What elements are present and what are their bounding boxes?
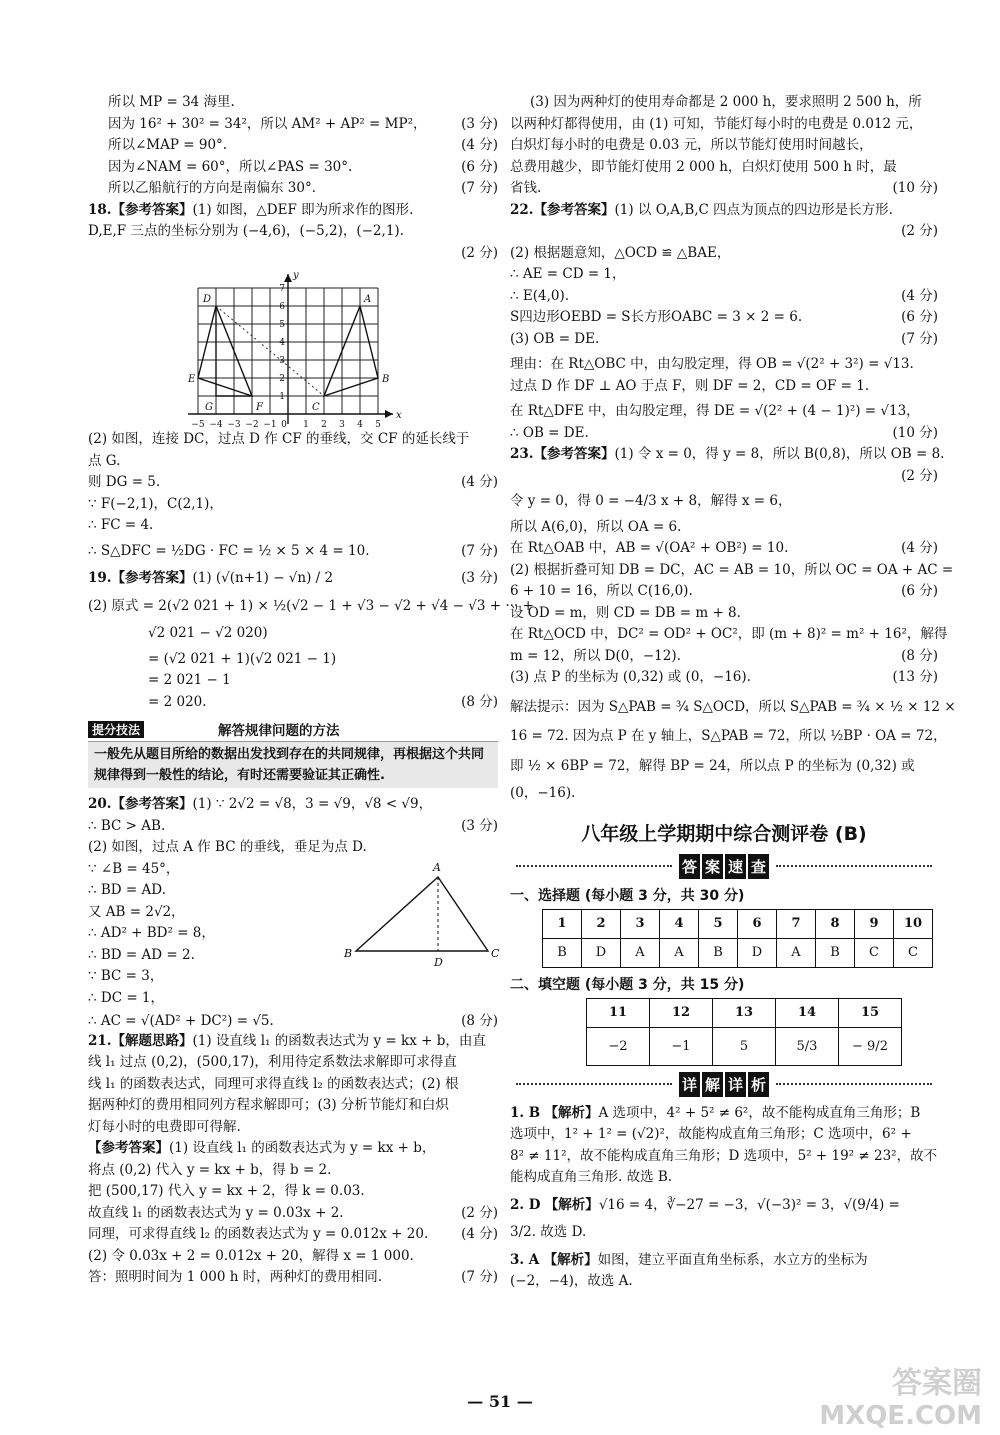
x-tick-label: 1	[303, 420, 309, 430]
text-line: ∴ AC = √(AD² + DC²) = √5. (8 分)	[88, 1011, 498, 1033]
text-line: 故直线 l₁ 的函数表达式为 y = 0.03x + 2. (2 分)	[88, 1203, 498, 1225]
text-line: 3/2. 故选 D.	[510, 1224, 587, 1240]
table-row: 1 2 3 4 5 6 7 8 9 10	[543, 909, 933, 938]
x-axis-label: x	[396, 410, 402, 421]
text-line: 16 = 72. 因为点 P 在 y 轴上，S△PAB = 72，所以 ½BP · OA = 72，	[510, 728, 947, 744]
answer-tag: 【参考答案】	[111, 796, 193, 812]
x-tick-label: 0	[281, 420, 287, 430]
text-line: (0，−16).	[510, 785, 576, 801]
text-line: S四边形OEBD = S长方形OABC = 3 × 2 = 6. (6 分)	[510, 307, 938, 329]
x-tick-label: 2	[321, 420, 327, 430]
question-22: 22.【参考答案】(1) 以 O,A,B,C 四点为顶点的四边形是长方形.	[510, 201, 893, 218]
x-tick-label: 3	[339, 420, 345, 430]
text-line: 所以乙船航行的方向是南偏东 30°. (7 分)	[88, 178, 498, 200]
point-label-g: G	[205, 402, 213, 413]
text-line: (2) 如图，连接 DC，过点 D 作 CF 的垂线，交 CF 的延长线于	[88, 431, 470, 447]
text-line: 在 Rt△DFE 中，由勾股定理，得 DE = √(2² + (4 − 1)²) = √13，	[510, 403, 920, 419]
text-line: 在 Rt△OAB 中，AB = √(OA² + OB²) = 10. (4 分)	[510, 538, 938, 560]
question-21: 21.【解题思路】(1) 设直线 l₁ 的函数表达式为 y = kx + b，由直	[88, 1032, 486, 1049]
y-tick-label: 2	[279, 374, 285, 384]
score: (3 分)	[461, 115, 498, 132]
q20-block	[88, 859, 498, 1031]
text-line	[510, 221, 938, 243]
text-line: = 2 021 − 1	[148, 672, 231, 688]
section-title: 八年级上学期期中综合测评卷 (B)	[581, 822, 867, 845]
text-line: (3) 点 P 的坐标为 (0,32) 或 (0，−16). (13 分)	[510, 667, 938, 689]
text-line: 灯每小时的电费即可得解.	[88, 1118, 241, 1135]
text-line: 所以 MP = 34 海里.	[108, 94, 235, 110]
choice-answer-table	[542, 909, 933, 968]
score: (3 分)	[461, 570, 498, 586]
answer-tag: 【参考答案】	[533, 446, 615, 462]
score: (8 分)	[461, 693, 498, 710]
text-line: 理由：在 Rt△OBC 中，由勾股定理，得 OB = √(2² + 3²) = √13.	[510, 356, 914, 372]
text-line: 则 DG = 5. (4 分)	[88, 472, 498, 494]
text-line: 选项中，1² + 1² = (√2)²，故能构成直角三角形；C 选项中，6² +	[510, 1126, 912, 1142]
text-line: √2 021 − √2 020)	[148, 625, 268, 641]
text-line: 过点 D 作 DF ⊥ AO 于点 F，则 DF = 2，CD = OF = 1.	[510, 377, 870, 394]
text-line: (−2，−4)，故选 A.	[510, 1273, 633, 1289]
text-line: 点 G.	[88, 452, 121, 469]
x-tick-label: 5	[375, 420, 381, 430]
text-line: 8² ≠ 11²，故不能构成直角三角形；D 选项中，5² + 19² ≠ 23²，故不	[510, 1147, 938, 1164]
y-tick-label: 3	[279, 356, 285, 366]
score: (4 分)	[461, 137, 498, 153]
x-tick-label: 4	[357, 420, 363, 430]
solution-1: 1. B 【解析】A 选项中，4² + 5² ≠ 6²，故不能构成直角三角形；B	[510, 1104, 921, 1121]
solution-2: 2. D 【解析】√16 = 4，∛−27 = −3，√(−3)² = 3，√(9/4) =	[510, 1196, 900, 1213]
analysis-tag: 【解析】	[543, 1251, 598, 1268]
text-line: 在 Rt△OCD 中，DC² = OD² + OC²，即 (m + 8)² = m² + 16²，解得	[510, 626, 948, 642]
text-line: (2) 原式 = 2(√2 021 + 1) × ½(√2 − 1 + √3 − √2 + √4 − √3 + ··· +	[88, 597, 534, 614]
text-line: ∴ E(4,0). (4 分)	[510, 286, 938, 308]
choice-heading: 一、选择题 (每小题 3 分，共 30 分)	[510, 887, 745, 904]
answer-tag: 【参考答案】	[111, 201, 193, 218]
x-tick-label: −3	[227, 420, 241, 430]
point-label-d: D	[203, 294, 212, 305]
score: (4 分)	[901, 287, 938, 304]
text-line: 即 ½ × 6BP = 72，解得 BP = 24，所以点 P 的坐标为 (0,32) 或	[510, 757, 915, 774]
text-line	[88, 243, 498, 265]
text-line: (2) 如图，过点 A 作 BC 的垂线，垂足为点 D.	[88, 839, 367, 855]
text-line: 答：照明时间为 1 000 h 时，两种灯的费用相同. (7 分)	[88, 1267, 498, 1289]
x-tick-label: −5	[191, 420, 205, 430]
score: (6 分)	[901, 309, 938, 325]
x-tick-label: −1	[263, 420, 277, 430]
text-line: (2) 令 0.03x + 2 = 0.012x + 20，解得 x = 1 000.	[88, 1247, 414, 1264]
text-line: (2) 根据题意知，△OCD ≌ △BAE，	[510, 244, 731, 261]
text-line: (3) OB = DE. (7 分)	[510, 329, 938, 351]
text-line: 据两种灯的费用相同列方程求解即可；(3) 分析节能灯和白炽	[88, 1097, 449, 1113]
analysis-tag: 【解析】	[544, 1196, 599, 1213]
y-tick-label: 7	[279, 284, 285, 294]
right-column	[510, 92, 956, 1293]
text-line: ∴ AE = CD = 1，	[510, 266, 626, 282]
table-row: B D A A B D A B C C	[543, 938, 933, 967]
coordinate-grid-figure	[88, 264, 498, 429]
y-tick-label: 1	[279, 392, 285, 402]
point-label-f: F	[256, 402, 263, 413]
score: (2 分)	[901, 223, 938, 239]
score: (10 分)	[892, 180, 938, 196]
score: (6 分)	[461, 158, 498, 175]
y-axis-label: y	[293, 270, 299, 281]
analysis-tag: 【解析】	[544, 1104, 599, 1121]
text-line: 以两种灯都得使用，由 (1) 可知，节能灯每小时的电费是 0.012 元，	[510, 115, 923, 132]
x-tick-label: −2	[245, 420, 259, 430]
y-tick-label: 5	[279, 320, 285, 330]
answer-tag: 【参考答案】	[533, 201, 615, 218]
question-number: 21.	[88, 1032, 112, 1049]
left-column	[88, 92, 534, 1289]
score: (7 分)	[461, 1269, 498, 1285]
text-line: ∵ F(−2,1)，C(2,1)，	[88, 495, 223, 512]
tip-icon: 提分技法	[88, 721, 144, 738]
text-line: 同理，可求得直线 l₂ 的函数表达式为 y = 0.012x + 20. (4 分)	[88, 1224, 498, 1246]
triangle-figure	[338, 859, 498, 969]
answer-tag: 【参考答案】	[88, 1140, 169, 1156]
question-number: 19.	[88, 570, 112, 586]
text-line: 省钱. (10 分)	[510, 178, 938, 200]
score: (7 分)	[901, 330, 938, 347]
vertex-label-d: D	[434, 955, 443, 969]
text-line: = 2 020. (8 分)	[88, 692, 498, 714]
text-line: m = 12，所以 D(0，−12). (8 分)	[510, 646, 938, 668]
score: (7 分)	[461, 542, 498, 559]
table-row: −2 −1 5 5/3 − 9/2	[587, 1027, 902, 1065]
fill-answer-table	[586, 998, 902, 1066]
score: (2 分)	[461, 244, 498, 261]
text-line: 设 OD = m，则 CD = DB = m + 8.	[510, 604, 741, 621]
text-line: 6 + 10 = 16，所以 C(16,0). (6 分)	[510, 581, 938, 603]
text-line: 把 (500,17) 代入 y = kx + 2，得 k = 0.03.	[88, 1183, 365, 1199]
point-label-b: B	[382, 374, 390, 385]
point-label-a: A	[364, 294, 372, 305]
table-row: 11 12 13 14 15	[587, 998, 902, 1027]
text-line: 线 l₁ 过点 (0,2)，(500,17)，利用待定系数法求解即可求得直	[88, 1054, 457, 1070]
text-line: ∴ BD = AD.	[88, 882, 166, 898]
score: (8 分)	[901, 647, 938, 664]
question-number: 20.	[88, 796, 112, 812]
question-23: 23.【参考答案】(1) 令 x = 0，得 y = 8，所以 B(0,8)，所以 OB = 8.	[510, 446, 945, 462]
x-tick-label: −4	[209, 420, 223, 430]
y-tick-label: 6	[279, 302, 285, 312]
page-number: — 51 —	[467, 1392, 533, 1411]
question-number: 23.	[510, 446, 534, 462]
text-line: ∴ OB = DE. (10 分)	[510, 423, 938, 445]
text-line: ∴ AD² + BD² = 8，	[88, 925, 215, 941]
text-line: D,E,F 三点的坐标分别为 (−4,6)，(−5,2)，(−2,1).	[88, 223, 404, 239]
answer-quick-check-banner: 答 案 速 查	[510, 854, 938, 879]
thinking-tag: 【解题思路】	[111, 1032, 193, 1049]
score: (4 分)	[461, 474, 498, 490]
score: (4 分)	[901, 540, 938, 556]
score: (10 分)	[892, 424, 938, 441]
text-line: 能构成直角三角形. 故选 B.	[510, 1169, 673, 1185]
text-line: ∴ BC > AB. (3 分)	[88, 816, 498, 838]
text-line: = (√2 021 + 1)(√2 021 − 1)	[148, 650, 337, 667]
text-line: 又 AB = 2√2，	[88, 903, 185, 920]
text-line: 线 l₁ 的函数表达式，同理可求得直线 l₂ 的函数表达式；(2) 根	[88, 1075, 459, 1092]
text-line: 白炽灯每小时的电费是 0.03 元，所以节能灯使用时间越长，	[510, 137, 873, 153]
question-18: 18.【参考答案】(1) 如图，△DEF 即为所求作的图形.	[88, 201, 414, 218]
text-line: 所以 A(6,0)，所以 OA = 6.	[510, 518, 682, 535]
text-line: 因为∠NAM = 60°，所以∠PAS = 30°. (6 分)	[88, 157, 498, 179]
triangle-abc	[324, 306, 378, 396]
text-line: 总费用越少，即节能灯使用 2 000 h，白炽灯使用 500 h 时，最	[510, 158, 897, 175]
text-line: 解法提示：因为 S△PAB = ¾ S△OCD，所以 S△PAB = ¾ × ½ × 12 ×	[510, 698, 956, 715]
score: (4 分)	[461, 1226, 498, 1242]
text-line: (3) 因为两种灯的使用寿命都是 2 000 h，要求照明 2 500 h，所	[530, 94, 922, 110]
text-line: 所以∠MAP = 90°. (4 分)	[88, 135, 498, 157]
tip-header	[88, 719, 498, 742]
tip-body: 一般先从题目所给的数据出发找到存在的共同规律，再根据这个共同规律得到一般性的结论，有时还需要验证其正确性.	[88, 742, 498, 788]
score: (6 分)	[901, 583, 938, 599]
fill-heading: 二、填空题 (每小题 3 分，共 15 分)	[510, 976, 745, 993]
score: (13 分)	[892, 669, 938, 685]
tip-title: 解答规律问题的方法	[218, 723, 340, 739]
detailed-solution-banner: 详 解 详 析	[510, 1072, 938, 1097]
answer-tag: 【参考答案】	[111, 570, 193, 586]
score: (3 分)	[461, 817, 498, 834]
score: (7 分)	[461, 180, 498, 196]
text-line	[510, 466, 938, 488]
text-line: ∵ ∠B = 45°，	[88, 860, 180, 877]
text-line: 将点 (0,2) 代入 y = kx + b，得 b = 2.	[88, 1161, 332, 1178]
text-line: ∵ BC = 3，	[88, 968, 164, 984]
vertex-label-a: A	[433, 860, 441, 874]
solution-3: 3. A 【解析】如图，建立平面直角坐标系，水立方的坐标为	[510, 1251, 868, 1268]
question-number: 18.	[88, 201, 112, 218]
question-number: 22.	[510, 201, 534, 218]
text-line: 令 y = 0，得 0 = −4/3 x + 8，解得 x = 6，	[510, 493, 792, 509]
question-20: 20.【参考答案】(1) ∵ 2√2 = √8，3 = √9，√8 < √9，	[88, 796, 433, 812]
text-line: ∴ FC = 4.	[88, 517, 154, 533]
text-line: 【参考答案】(1) 设直线 l₁ 的函数表达式为 y = kx + b，	[88, 1140, 436, 1156]
triangle-def	[198, 306, 252, 396]
text-line: ∴ S△DFC = ½DG · FC = ½ × 5 × 4 = 10. (7 分)	[88, 541, 498, 563]
text-line: 因为 16² + 30² = 34²，所以 AM² + AP² = MP²， (3 分)	[88, 114, 498, 136]
text-line: ∴ BD = AD = 2.	[88, 946, 195, 963]
question-19: 19.【参考答案】(1) (√(n+1) − √n) / 2 (3 分)	[88, 568, 498, 590]
point-label-e: E	[188, 374, 196, 385]
score: (8 分)	[461, 1012, 498, 1029]
score: (2 分)	[901, 467, 938, 484]
vertex-label-c: C	[491, 946, 500, 960]
score: (2 分)	[461, 1204, 498, 1221]
watermark-logo: 答案圈 MXQE.COM	[819, 1366, 982, 1431]
y-tick-label: 4	[279, 338, 285, 348]
point-label-c: C	[312, 402, 320, 413]
text-line: ∴ DC = 1，	[88, 989, 165, 1006]
text-line: (2) 根据折叠可知 DB = DC，AC = AB = 10，所以 OC = OA + AC =	[510, 561, 954, 578]
vertex-label-b: B	[344, 946, 353, 960]
